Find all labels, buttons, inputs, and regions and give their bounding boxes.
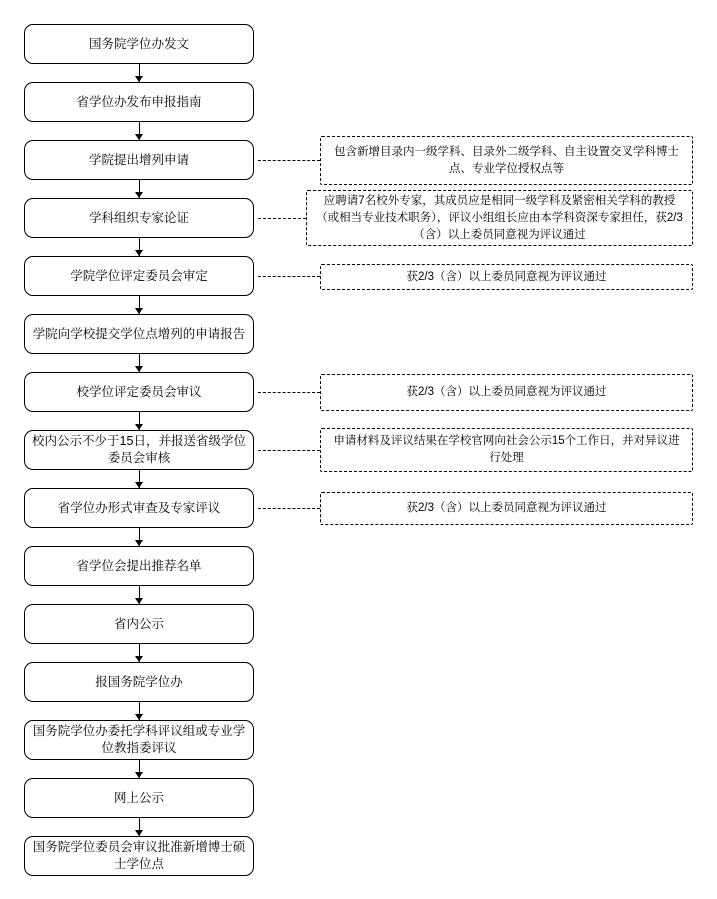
flow-node-9[interactable] bbox=[24, 488, 254, 528]
connector-arrow bbox=[135, 482, 143, 488]
connector-arrow bbox=[135, 772, 143, 778]
connector-arrow bbox=[135, 308, 143, 314]
flow-node-3[interactable] bbox=[24, 140, 254, 180]
flow-node-label: 国务院学位办发文 bbox=[88, 36, 189, 51]
note-text: 获2/3（含）以上委员同意视为评议通过 bbox=[406, 270, 607, 283]
flow-node-2[interactable] bbox=[24, 82, 254, 122]
flow-node-label: 省学位办发布申报指南 bbox=[76, 94, 202, 109]
connector-arrow bbox=[135, 366, 143, 372]
connector-arrow bbox=[135, 134, 143, 140]
flow-node-label: 报国务院学位办 bbox=[95, 674, 183, 689]
connector-arrow bbox=[135, 424, 143, 430]
connector-arrow bbox=[135, 830, 143, 836]
flow-node-label: 省学位会提出推荐名单 bbox=[76, 558, 202, 573]
note-text: 申请材料及评议结果在学校官网向社会公示15个工作日，并对异议进行处理 bbox=[333, 435, 680, 464]
note-leader-4 bbox=[258, 218, 306, 219]
flow-node-label: 学科组织专家论证 bbox=[88, 210, 189, 225]
flow-node-10[interactable] bbox=[24, 546, 254, 586]
note-leader-3 bbox=[258, 160, 320, 161]
flow-node-8[interactable] bbox=[24, 430, 254, 470]
flow-node-4[interactable] bbox=[24, 198, 254, 238]
flow-node-1[interactable] bbox=[24, 24, 254, 64]
flow-node-7[interactable] bbox=[24, 372, 254, 412]
connector-arrow bbox=[135, 656, 143, 662]
note-box-province-vote bbox=[320, 492, 693, 525]
connector-arrow bbox=[135, 192, 143, 198]
flow-node-11[interactable] bbox=[24, 604, 254, 644]
connector-arrow bbox=[135, 598, 143, 604]
note-box-publicity bbox=[320, 428, 693, 472]
note-leader-7 bbox=[258, 392, 320, 393]
note-leader-8 bbox=[258, 450, 320, 451]
flow-node-label: 省内公示 bbox=[113, 616, 164, 631]
connector-arrow bbox=[135, 76, 143, 82]
flow-node-label: 省学位办形式审查及专家评议 bbox=[57, 500, 221, 515]
flow-node-15[interactable] bbox=[24, 836, 254, 876]
flow-node-14[interactable] bbox=[24, 778, 254, 818]
note-text: 获2/3（含）以上委员同意视为评议通过 bbox=[406, 502, 607, 514]
flow-node-label: 国务院学位委员会审议批准新增博士硕士学位点 bbox=[32, 840, 246, 871]
flow-node-12[interactable] bbox=[24, 662, 254, 702]
note-box-college-vote bbox=[320, 264, 693, 290]
flow-node-label: 网上公示 bbox=[113, 790, 164, 805]
flow-node-label: 学院学位评定委员会审定 bbox=[70, 268, 208, 283]
connector-arrow bbox=[135, 714, 143, 720]
connector-arrow bbox=[135, 250, 143, 256]
note-box-application-scope bbox=[320, 136, 693, 185]
flow-node-13[interactable] bbox=[24, 720, 254, 760]
note-text: 获2/3（含）以上委员同意视为评议通过 bbox=[406, 386, 607, 398]
note-box-university-vote bbox=[320, 374, 693, 411]
note-text: 包含新增目录内一级学科、目录外二级学科、自主设置交叉学科博士点、专业学位授权点等 bbox=[334, 145, 679, 175]
flow-node-6[interactable] bbox=[24, 314, 254, 354]
flow-node-label: 学院向学校提交学位点增列的申请报告 bbox=[32, 326, 246, 341]
note-leader-5 bbox=[258, 276, 320, 277]
flow-node-5[interactable] bbox=[24, 256, 254, 296]
flow-node-label: 国务院学位办委托学科评议组或专业学位教指委评议 bbox=[32, 724, 246, 755]
connector-arrow bbox=[135, 540, 143, 546]
note-text: 应聘请7名校外专家，其成员应是相同一级学科及紧密相关学科的教授（或相当专业技术职务），评议小组组长应由本学科资深专家担任，获2/3（含）以上委员同意视为评议通过 bbox=[316, 194, 683, 241]
flow-node-label: 校内公示不少于15日，并报送省级学位委员会审核 bbox=[32, 434, 246, 465]
flow-node-label: 校学位评定委员会审议 bbox=[76, 384, 202, 399]
note-box-expert-panel bbox=[306, 190, 693, 246]
flow-node-label: 学院提出增列申请 bbox=[88, 152, 189, 167]
note-leader-9 bbox=[258, 508, 320, 509]
